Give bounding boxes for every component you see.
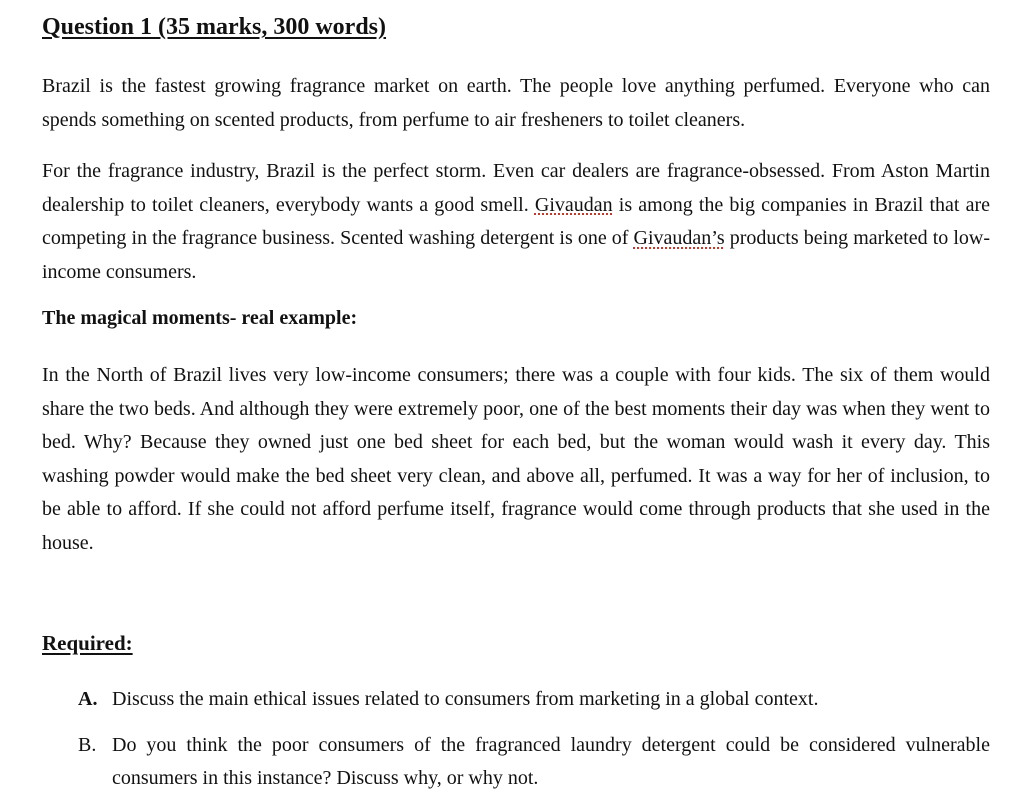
industry-paragraph-part3: products being marketed to low-income consumers. — [42, 227, 991, 283]
intro-paragraph: Brazil is the fastest growing fragrance market on earth. The people love anything perfumed. Everyone who can spends something on scented products, from perfume to air fresheners to toilet cleaners. — [42, 75, 990, 131]
industry-paragraph-part2: is among the big companies in Brazil that are competing in the fragrance business. Scented washing detergent is one of — [42, 193, 990, 249]
question-title: Question 1 (35 marks, 300 words) — [42, 14, 387, 40]
industry-paragraph-part1: For the fragrance industry, Brazil is the perfect storm. Even car dealers are fragrance-obsessed. From Aston Martin dealership to toilet cleaners, everybody wants a good smell. — [42, 160, 990, 216]
required-item-b — [78, 729, 990, 795]
spellcheck-word-givaudans: Givaudan’s — [633, 227, 725, 249]
spellcheck-word-givaudan: Givaudan — [534, 193, 613, 216]
industry-paragraph — [42, 155, 990, 289]
example-paragraph: In the North of Brazil lives very low-income consumers; there was a couple with four kids. The six of them would share the two beds. And although they were extremely poor, one of the best moments their day was when they went to bed. Why? Because they owned just one bed sheet for each bed, but the woman would wash it every day. This washing powder would make the bed sheet very clean, and above all, perfumed. It was a way for her of inclusion, to be able to afford. If she could not afford perfume itself, fragrance would come through products that she used in the house. — [42, 364, 990, 554]
required-item-a — [78, 683, 990, 716]
required-heading: Required: — [42, 631, 133, 655]
required-item-letter: B. — [78, 734, 97, 756]
required-item-letter: A. — [78, 688, 98, 710]
required-item-text: Do you think the poor consumers of the fragranced laundry detergent could be considered vulnerable consumers in this instance? Discuss why, or why not. — [112, 734, 990, 789]
required-item-text: Discuss the main ethical issues related to consumers from marketing in a global context. — [112, 688, 819, 710]
example-subheading: The magical moments- real example: — [42, 307, 358, 329]
